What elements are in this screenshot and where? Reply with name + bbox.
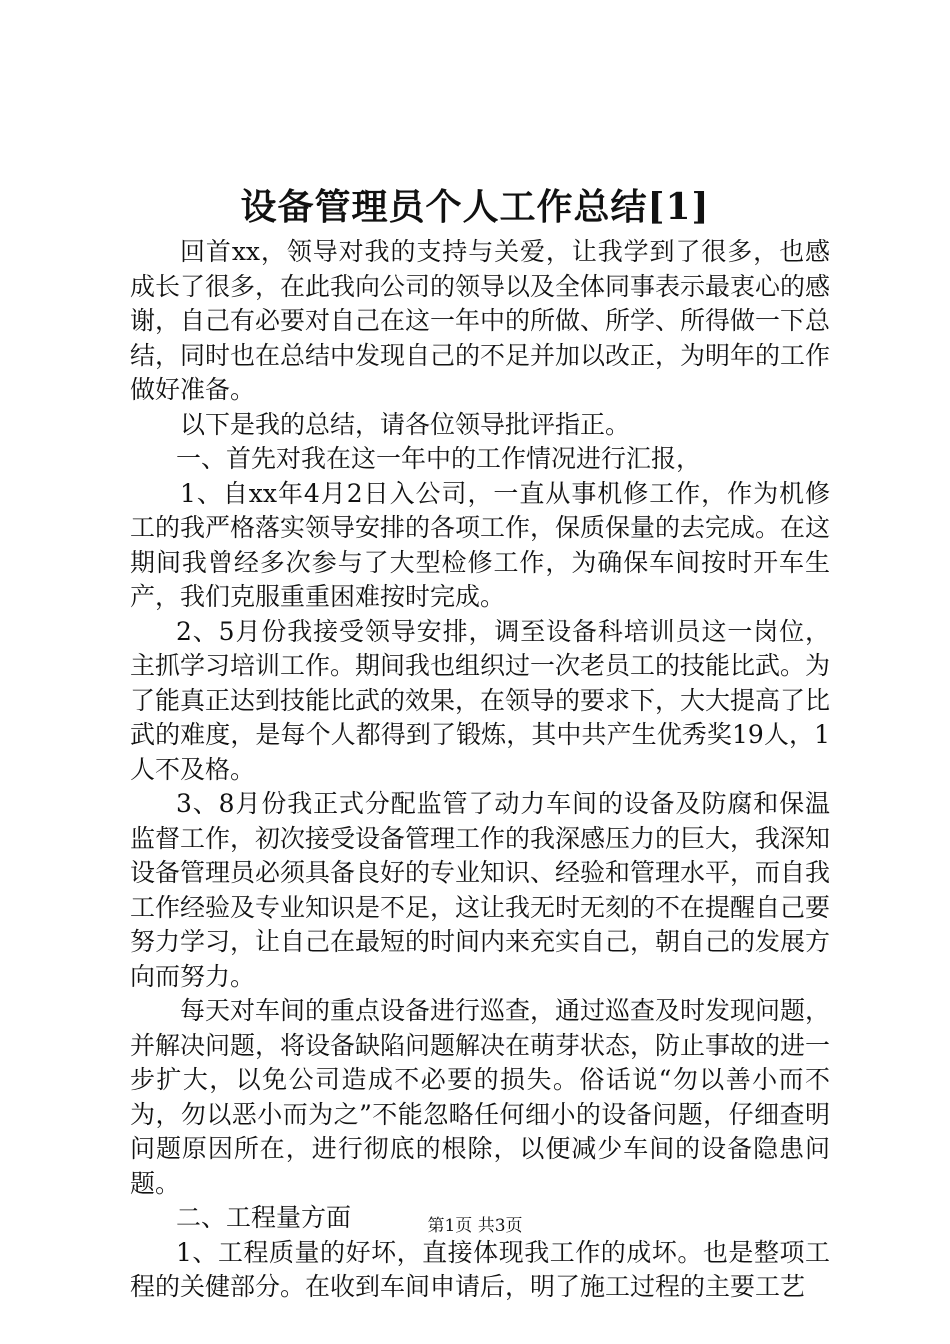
paragraph-item-1: 1、自xx年4月2日入公司，一直从事机修工作，作为机修工的我严格落实领导安排的各项工作，保质保量的去完成。在这期间我曾经多次参与了大型检修工作，为确保车间按时开车生产，我们克服重重困难按时完成。 bbox=[130, 478, 831, 611]
paragraph-summary-note: 以下是我的总结，请各位领导批评指正。 bbox=[180, 409, 631, 439]
paragraph-section-two-item-1: 1、工程质量的好坏，直接体现我工作的成坏。也是整项工程的关健部分。在收到车间申请后，明了施工过程的主要工艺 bbox=[130, 1237, 830, 1301]
paragraph-item-2: 2、5月份我接受领导安排，调至设备科培训员这一岗位，主抓学习培训工作。期间我也组织过一次老员工的技能比武。为了能真正达到技能比武的效果，在领导的要求下，大大提高了比武的难度，是每个人都得到了锻炼，其中共产生优秀奖19人，1人不及格。 bbox=[130, 616, 831, 784]
document-body bbox=[130, 235, 830, 1305]
paragraph-item-3: 3、8月份我正式分配监管了动力车间的设备及防腐和保温监督工作，初次接受设备管理工作的我深感压力的巨大，我深知设备管理员必须具备良好的专业知识、经验和管理水平，而自我工作经验及专业知识是不足，这让我无时无刻的不在提醒自己要努力学习，让自己在最短的时间内来充实自己，朝自己的发展方向而努力。 bbox=[130, 789, 831, 991]
paragraph-daily-inspection: 每天对车间的重点设备进行巡查，通过巡查及时发现问题，并解决问题，将设备缺陷问题解决在萌芽状态，防止事故的进一步扩大，以免公司造成不必要的损失。俗话说“勿以善小而不为，勿以恶小而为之”不能忽略任何细小的设备问题，仔细查明问题原因所在，进行彻底的根除，以便减少车间的设备隐患问题。 bbox=[130, 996, 831, 1198]
paragraph-section-one-heading: 一、首先对我在这一年中的工作情况进行汇报， bbox=[176, 444, 702, 473]
page-footer: 第1页 共3页 bbox=[427, 1216, 523, 1236]
paragraph-intro: 回首xx，领导对我的支持与关爱，让我学到了很多，也感成长了很多，在此我向公司的领导以及全体同事表示最衷心的感谢，自己有必要对自己在这一年中的所做、所学、所得做一下总结，同时也在总结中发现自己的不足并加以改正，为明年的工作做好准备。 bbox=[130, 237, 831, 404]
paragraph-section-two-heading: 二、工程量方面 bbox=[176, 1203, 352, 1232]
document-title: 设备管理员个人工作总结[1] bbox=[240, 186, 710, 228]
